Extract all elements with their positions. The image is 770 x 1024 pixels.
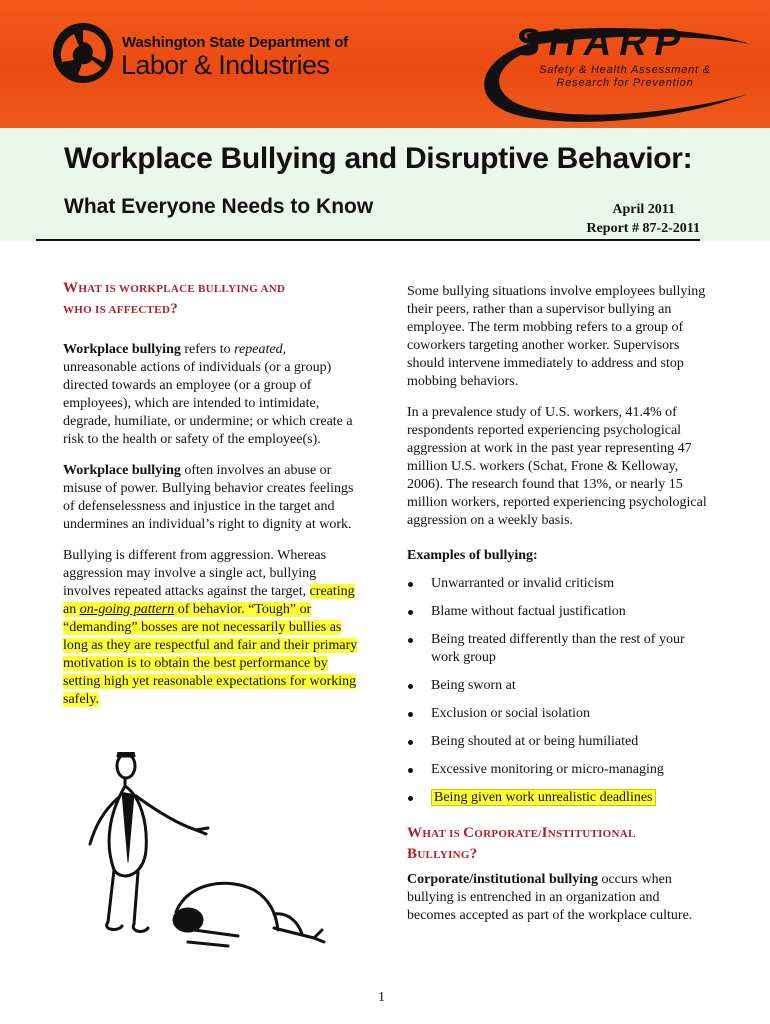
agency-line-1: Washington State Department of <box>122 34 348 51</box>
page-title: Workplace Bullying and Disruptive Behavior: <box>64 142 693 175</box>
list-item: Blame without factual justification <box>407 603 707 621</box>
mobbing-paragraph: Some bullying situations involve employees bullying their peers, rather than a supervisor bullying an employee. The term mobbing refers to a group of coworkers targeting another worker. Supervisors should intervene immediately to address and stop mobbing behaviors. <box>407 284 706 389</box>
definition-paragraph: Workplace bullying refers to repeated, unreasonable actions of individuals (or a group) directed towards an employee (or a group of employees), which are intended to intimidate, degrade, humiliate, or undermine; or which create a risk to the health or safety of the employee(s). <box>63 342 353 447</box>
title-divider <box>36 239 700 241</box>
list-item: Being sworn at <box>407 677 707 695</box>
prevalence-paragraph: In a prevalence study of U.S. workers, 41.4% of respondents reported experiencing psychological aggression at work in the past year representing 47 million U.S. workers (Schat, Frone & Kelloway, 2006). The research found that 13%, or nearly 15 million workers, reported experiencing psychological aggression on a weekly basis. <box>407 405 707 528</box>
list-item <box>407 789 707 807</box>
left-column <box>63 278 363 722</box>
highlighted-example: Being given work unrealistic deadlines <box>431 789 656 806</box>
sharp-tagline-2: Research for Prevention <box>556 77 694 89</box>
report-number: Report # 87-2-2011 <box>586 221 700 236</box>
section-heading-corporate-bullying: WHAT IS CORPORATE/INSTITUTIONAL BULLYING? <box>407 825 636 862</box>
sharp-tagline-1: Safety & Health Assessment & <box>539 64 711 76</box>
right-column <box>407 283 707 938</box>
section-heading-what-is-bullying: WHAT IS WORKPLACE BULLYING AND WHO IS AFFECTED? <box>63 280 286 317</box>
power-paragraph: Workplace bullying often involves an abuse or misuse of power. Bullying behavior creates feelings of defenselessness and injustice in the target and undermines an individual’s right to dignity at work. <box>63 463 354 532</box>
list-item: Excessive monitoring or micro-managing <box>407 761 707 779</box>
page-number: 1 <box>378 990 385 1005</box>
examples-list <box>407 575 707 807</box>
list-item: Being shouted at or being humiliated <box>407 733 707 751</box>
bullying-cartoon-icon <box>78 752 328 952</box>
list-item: Unwarranted or invalid criticism <box>407 575 707 593</box>
page-subtitle: What Everyone Needs to Know <box>64 195 374 218</box>
corporate-bullying-paragraph: Corporate/institutional bullying occurs when bullying is entrenched in an organization and becomes accepted as part of the workplace culture. <box>407 872 693 923</box>
highlighted-text: creating an on-going pattern of behavior. “Tough” or “demanding” bosses are not necessarily bullies as long as they are respectful and fair and their primary motivation is to obtain the best performance by setting high yet reasonable expectations for working safely. <box>63 584 358 707</box>
on-going-pattern-link[interactable]: on-going pattern <box>79 602 175 617</box>
examples-heading: Examples of bullying: <box>407 548 538 563</box>
sharp-tagline <box>520 64 730 90</box>
agency-line-2: Labor & Industries <box>121 50 330 80</box>
li-logo-icon <box>52 22 114 84</box>
header-banner <box>0 0 770 128</box>
sharp-wordmark: SHARP <box>515 22 689 64</box>
report-date: April 2011 <box>612 202 675 217</box>
list-item: Exclusion or social isolation <box>407 705 707 723</box>
aggression-paragraph: Bullying is different from aggression. Whereas aggression may involve a single act, bullying involves repeated attacks against the target, creating an on-going pattern of behavior. “Tough” or “demanding” bosses are not necessarily bullies as long as they are respectful and fair and their primary motivation is to obtain the best performance by setting high yet reasonable expectations for working safely. <box>63 548 358 707</box>
list-item: Being treated differently than the rest of your work group <box>407 631 707 667</box>
